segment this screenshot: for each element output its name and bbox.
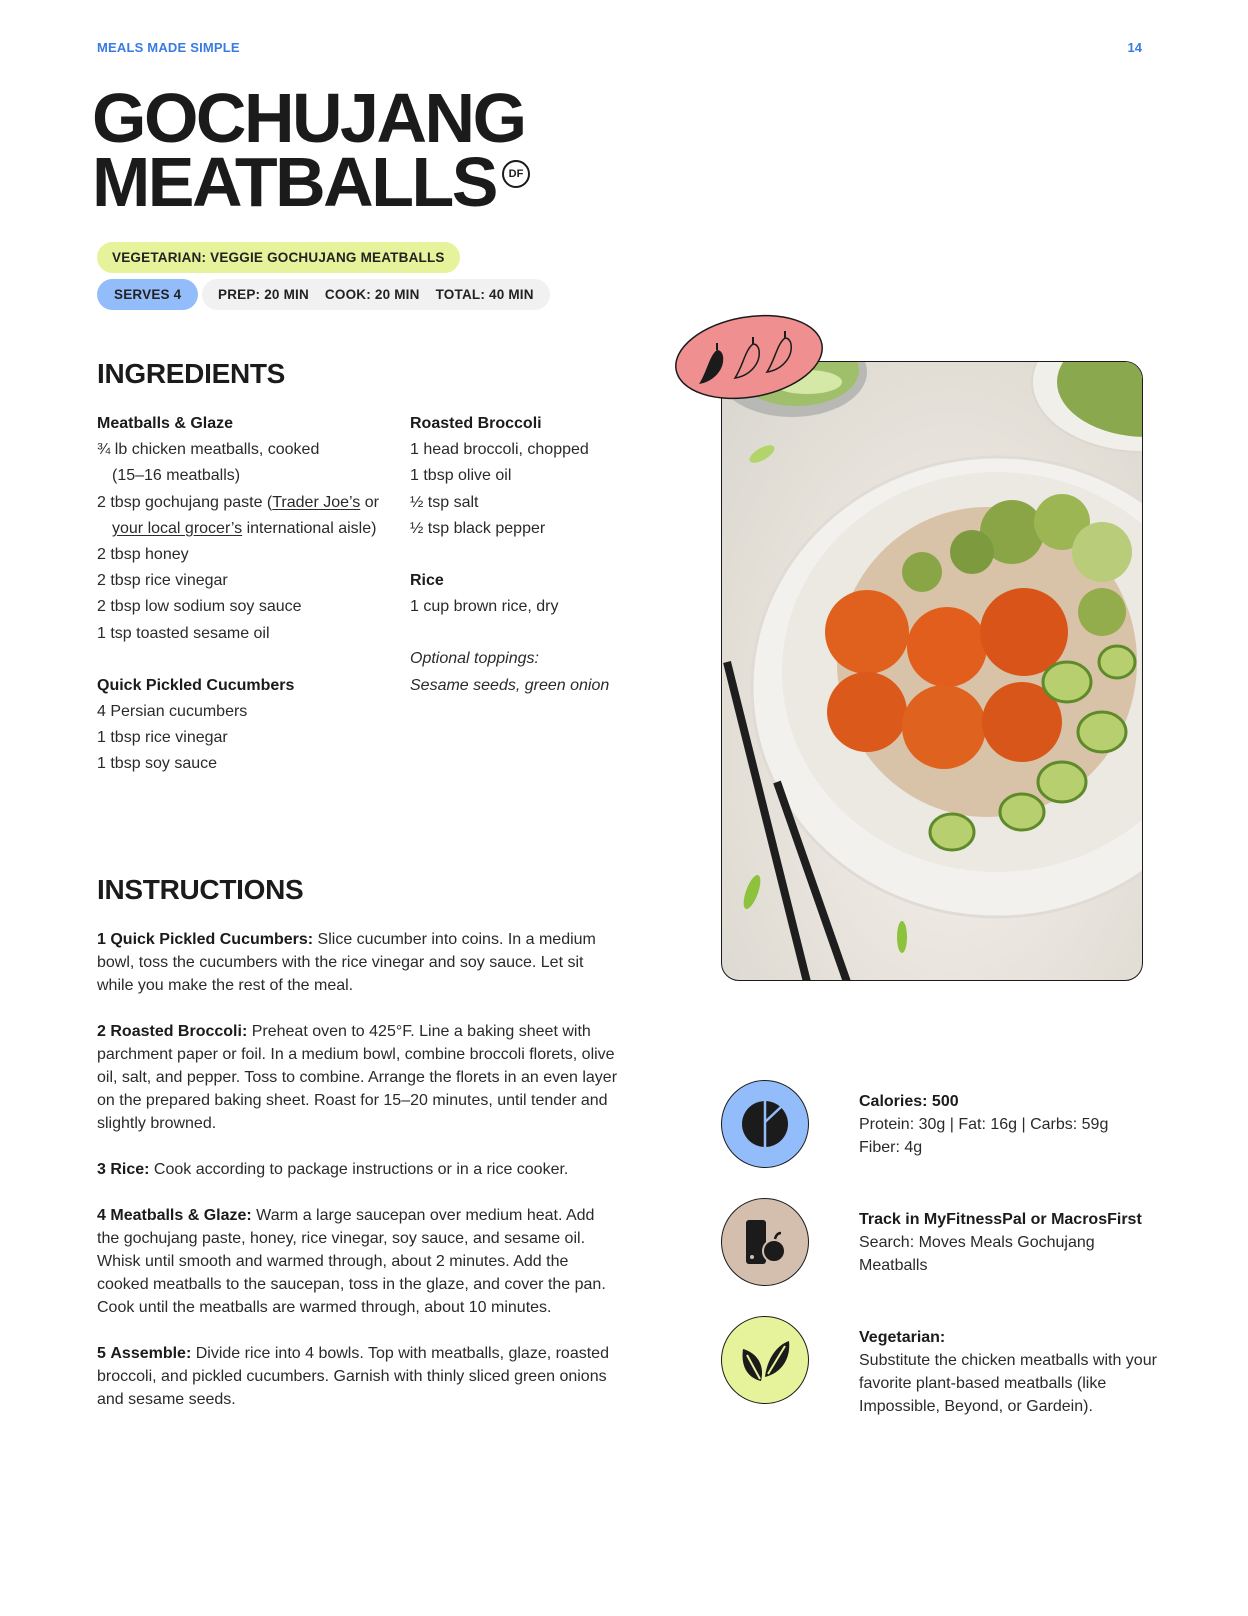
running-head: MEALS MADE SIMPLE	[97, 40, 240, 55]
vegetarian-substitute: Substitute the chicken meatballs with your favorite plant-based meatballs (like Impossible, Beyond, or Gardein).	[859, 1352, 1157, 1415]
instruction-step-3	[97, 1158, 617, 1181]
title-line-2: MEATBALLS	[92, 143, 496, 221]
step-title: Roasted Broccoli:	[110, 1023, 248, 1040]
page-number: 14	[1127, 40, 1142, 55]
pie-chart-icon	[721, 1080, 809, 1168]
step-title: Quick Pickled Cucumbers:	[110, 931, 314, 948]
ingredient-item: ¾ lb chicken meatballs, cooked	[97, 441, 320, 459]
step-number: 5	[97, 1345, 106, 1362]
ingredient-item: 1 tbsp rice vinegar	[97, 729, 228, 747]
step-text: Cook according to package instructions or in a rice cooker.	[149, 1161, 569, 1178]
ingredient-item-cont	[97, 516, 407, 542]
optional-toppings-value: Sesame seeds, green onion	[410, 676, 610, 694]
recipe-title	[92, 79, 525, 221]
spice-level-graphic	[673, 312, 825, 402]
ingredients-heading: INGREDIENTS	[97, 358, 286, 389]
instructions-list	[97, 928, 617, 1434]
tracking-search: Search: Moves Meals Gochujang Meatballs	[859, 1234, 1095, 1274]
cook-time: COOK: 20 MIN	[324, 287, 420, 302]
step-text: Divide rice into 4 bowls. Top with meatballs, glaze, roasted broccoli, and pickled cucumbers. Garnish with thinly sliced green onions and sesame seeds.	[97, 1345, 609, 1408]
tracking-title: Track in MyFitnessPal or MacrosFirst	[859, 1211, 1142, 1228]
vegetarian-title: Vegetarian:	[859, 1329, 946, 1346]
optional-toppings-label: Optional toppings:	[410, 650, 539, 668]
ingredient-item	[97, 490, 407, 516]
food-bowl-illustration	[722, 362, 1143, 981]
ingredient-item: 1 tbsp olive oil	[410, 467, 512, 485]
ingredient-item: ½ tsp salt	[410, 493, 479, 511]
vegetarian-variant-pill: VEGETARIAN: VEGGIE GOCHUJANG MEATBALLS	[97, 242, 460, 273]
leaves-icon	[721, 1316, 809, 1404]
group-title-pickled-cucumbers: Quick Pickled Cucumbers	[97, 676, 295, 694]
prep-time: PREP: 20 MIN	[218, 287, 309, 302]
title-line-1: GOCHUJANG	[92, 79, 525, 157]
ingredient-item: 1 head broccoli, chopped	[410, 441, 589, 459]
spice-level-badge	[673, 312, 825, 402]
nutrition-text	[859, 1090, 1159, 1159]
step-title: Rice:	[110, 1161, 150, 1178]
step-number: 3	[97, 1161, 106, 1178]
group-title-roasted-broccoli: Roasted Broccoli	[410, 415, 542, 432]
ingredient-item: 2 tbsp rice vinegar	[97, 572, 228, 590]
ingredients-column-right	[410, 411, 640, 699]
group-title-meatballs-glaze: Meatballs & Glaze	[97, 415, 234, 432]
step-title: Assemble:	[110, 1345, 192, 1362]
step-number: 4	[97, 1207, 106, 1224]
dairy-free-badge: DF	[502, 160, 530, 188]
ingredient-item: 1 tbsp soy sauce	[97, 755, 218, 773]
calories: Calories: 500	[859, 1093, 959, 1110]
step-text: Warm a large saucepan over medium heat. Add the gochujang paste, honey, rice vinegar, soy sauce, and sesame oil. Whisk until smooth and warmed through, about 2 minutes. Add the cooked meatballs to the saucepan, toss in the glaze, and cover the pan. Cook until the meatballs are warmed through, about 10 minutes.	[97, 1207, 606, 1316]
trader-joes-link[interactable]: Trader Joe’s	[272, 493, 361, 511]
tracking-text	[859, 1208, 1159, 1277]
ingredient-text: international aisle)	[242, 519, 377, 537]
ingredient-item-note: (15–16 meatballs)	[112, 467, 241, 485]
instruction-step-4	[97, 1204, 617, 1319]
step-title: Meatballs & Glaze:	[110, 1207, 252, 1224]
group-title-rice: Rice	[410, 572, 444, 590]
step-text: Slice cucumber into coins. In a medium bowl, toss the cucumbers with the rice vinegar and soy sauce. Let sit while you make the rest of the meal.	[97, 931, 596, 994]
instructions-heading: INSTRUCTIONS	[97, 874, 304, 905]
ingredients-column-left	[97, 411, 407, 778]
step-number: 1	[97, 931, 106, 948]
ingredient-text: 2 tbsp gochujang paste (	[97, 493, 273, 511]
local-grocer-link[interactable]: your local grocer’s	[112, 519, 243, 537]
vegetarian-text	[859, 1326, 1159, 1418]
ingredient-item: 4 Persian cucumbers	[97, 703, 248, 721]
fiber: Fiber: 4g	[859, 1139, 923, 1156]
instruction-step-5	[97, 1342, 617, 1411]
ingredient-item: 2 tbsp low sodium soy sauce	[97, 598, 302, 616]
ingredient-item: ½ tsp black pepper	[410, 519, 546, 537]
ingredient-text: or	[360, 493, 379, 511]
ingredient-item: 1 tsp toasted sesame oil	[97, 624, 270, 642]
phone-apple-icon	[721, 1198, 809, 1286]
recipe-photo	[721, 361, 1143, 981]
serves-pill: SERVES 4	[97, 279, 198, 310]
macros: Protein: 30g | Fat: 16g | Carbs: 59g	[859, 1116, 1109, 1133]
instruction-step-1	[97, 928, 617, 997]
instruction-step-2	[97, 1020, 617, 1135]
times-pill	[202, 279, 550, 310]
ingredient-item: 1 cup brown rice, dry	[410, 598, 559, 616]
total-time: TOTAL: 40 MIN	[435, 287, 534, 302]
ingredient-item: 2 tbsp honey	[97, 546, 189, 564]
step-number: 2	[97, 1023, 106, 1040]
step-text: Preheat oven to 425°F. Line a baking sheet with parchment paper or foil. In a medium bowl, combine broccoli florets, olive oil, salt, and pepper. Toss to combine. Arrange the florets in an even layer on the prepared baking sheet. Roast for 15–20 minutes, until tender and slightly browned.	[97, 1023, 618, 1132]
